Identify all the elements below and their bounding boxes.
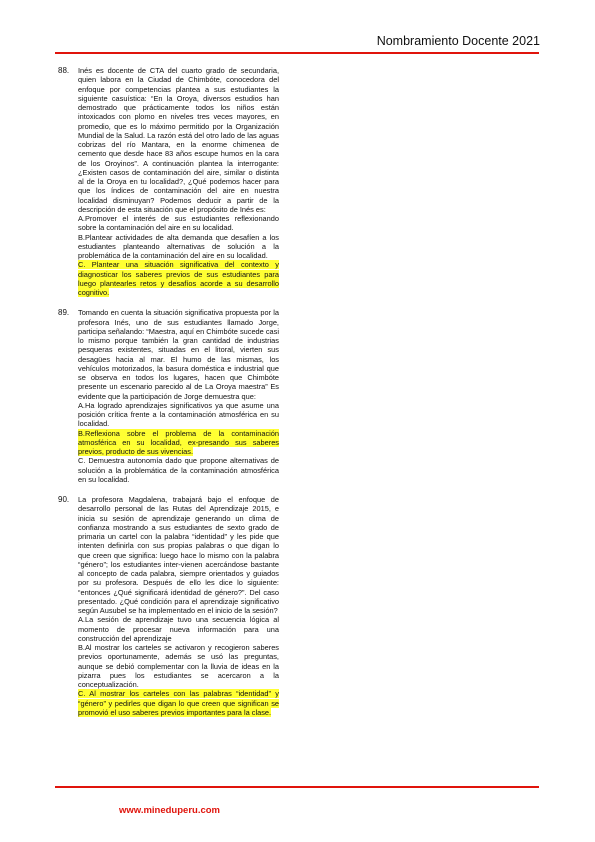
question-number: 88.: [58, 66, 70, 75]
answer-highlight: B.Reflexiona sobre el problema de la contaminación atmosférica en su localidad, ex-presando sus saberes previos, producto de sus vivencias.: [78, 428, 279, 456]
option-a: A.La sesión de aprendizaje tuvo una secuencia lógica al momento de procesar nueva información para una construcción del aprendizaje: [78, 615, 279, 643]
question-stem: Tomando en cuenta la situación significativa propuesta por la profesora Inés, uno de sus estudiantes llamado Jorge, participa señalando: “Maestra, aquí en Chimbóte sucede casi lo mismo porque también la gran cantidad de industrias pesqueras existentes, situadas en el litoral, vierten sus desagües hacia al mar. El humo de las mismas, los vehículos motorizados, la basura doméstica e industrial que se observa en todos los lugares, hacen que Chimbóte presente un escenario parecido al de La Oroya maestra” Es evidente que la participación de Jorge demuestra que:: [78, 308, 279, 401]
questions-list: [58, 66, 298, 728]
option-c-answer: [78, 689, 279, 717]
question-body: [78, 308, 279, 484]
footer-divider: [55, 786, 539, 788]
question-body: [78, 66, 279, 297]
option-b-answer: [78, 429, 279, 457]
header-divider: [55, 52, 539, 54]
option-a: A.Promover el interés de sus estudiantes reflexionando sobre la contaminación del aire en su localidad.: [78, 214, 279, 233]
question-number: 89.: [58, 308, 70, 318]
question-88: [58, 66, 298, 297]
footer-link[interactable]: www.mineduperu.com: [119, 805, 220, 816]
question-89: [58, 308, 298, 484]
option-b: B.Plantear actividades de alta demanda que desafíen a los estudiantes planteando alternativas de solución a la problemática de la contaminación del aire en su localidad.: [78, 232, 279, 260]
option-c-answer: [78, 260, 279, 297]
answer-highlight: C. Plantear una situación significativa del contexto y diagnosticar los saberes previos de sus estudiantes para luego plantearles retos y desafíos acorde a su desarrollo cognitivo.: [78, 260, 279, 297]
question-stem: La profesora Magdalena, trabajará bajo el enfoque de desarrollo personal de las Rutas del Aprendizaje 2015, e inicia su sesión de aprendizaje generando un clima de confianza mostrando a sus estudiantes de sexto grado de primaria un cartel con la palabra “identidad” y les pide que intenten definirla con sus propias palabras o que digan lo que creen que significa: luego hace lo mismo con la palabra “género”; los estudiantes inter-vienen acercándose bastante al concepto de cada palabra, siempre orientados y guiados por su profesora. Después de ello les dice lo siguiente: “entonces ¿Qué significará identidad de género?”. Del caso presentado. ¿Qué condición para el aprendizaje significativo según Ausubel se ha implementado en el inicio de la sesión?: [78, 495, 279, 615]
header-title: Nombramiento Docente 2021: [376, 34, 540, 48]
question-body: [78, 495, 279, 717]
option-c: C. Demuestra autonomía dado que propone alternativas de solución a la problemática de la contaminación atmosférica en su localidad.: [78, 456, 279, 484]
option-a: A.Ha logrado aprendizajes significativos ya que asume una posición crítica frente a la contaminación atmosférica en su localidad.: [78, 400, 279, 429]
question-90: [58, 495, 298, 717]
answer-highlight: C. Al mostrar los carteles con las palabras “identidad” y “género” y pedirles que digan lo que creen que significan se promovió el uso saberes previos importantes para la clase.: [78, 689, 279, 717]
option-b: B.Al mostrar los carteles se activaron y recogieron saberes previos oportunamente, además se usó las preguntas, aunque se debió complementar con la lluvia de ideas en la pizarra pues los estudiantes se acercaron a la conceptualización.: [78, 643, 279, 689]
question-stem: Inés es docente de CTA del cuarto grado de secundaria, quien labora en la Ciudad de Chimbóte, conocedora del enfoque por competencias plantea a sus estudiantes la siguiente casuística: “En la Oroya, diversos estudios han demostrado que prácticamente todos los niños están intoxicados con plomo en niveles tres veces mayores, en promedio, que es lo máximo permitido por la Organización Mundial de la Salud. La razón está del otro lado de las aguas cobrizas del río Mantara, en la enorme chimenea de cemento que desde hace 83 años escupe humos en la cara de los Oroyinos”. A continuación plantea la interrogante: ¿Existen casos de contaminación del aire, similar o distinta al de la Oroya en tu localidad?, ¿Qué podemos hacer para que los índices de contaminación del aire en nuestra localidad disminuyan? Podemos deducir a partir de la descripción de esta situación que el propósito de Inés es:: [78, 66, 279, 214]
question-number: 90.: [58, 495, 70, 504]
